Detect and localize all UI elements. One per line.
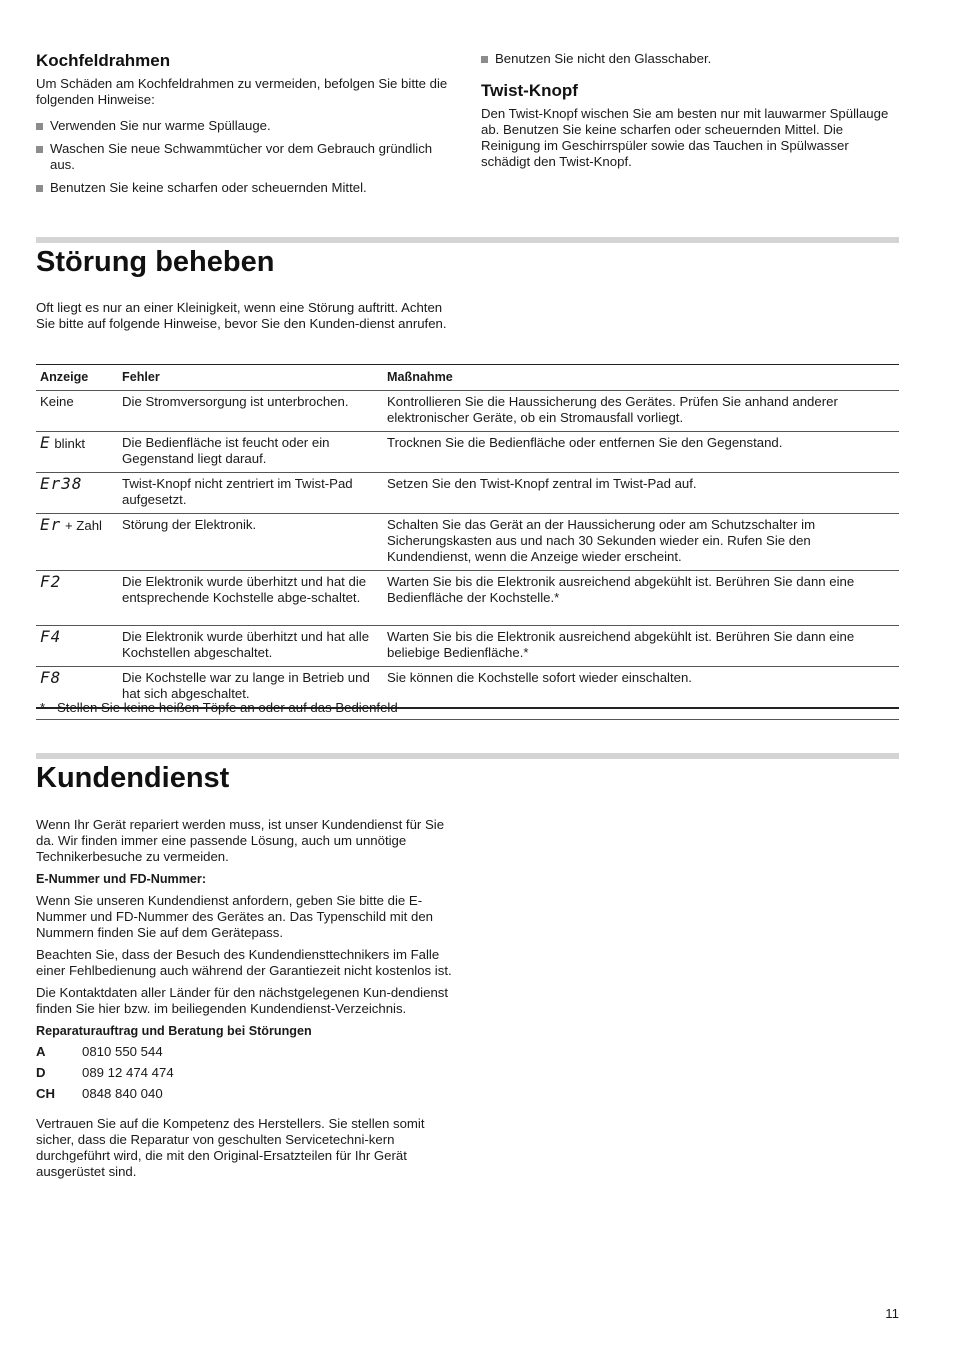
massnahme-cell: Trocknen Sie die Bedienfläche oder entfernen Sie den Gegenstand. [383,432,899,473]
column-header-massnahme: Maßnahme [383,365,899,391]
kundendienst-title: Kundendienst [36,762,230,794]
table-row [36,391,899,432]
fehler-cell: Die Elektronik wurde überhitzt und hat die entsprechende Kochstelle abge-schaltet. [118,571,383,626]
section-kundendienst [36,817,456,1180]
section-right-column [481,51,899,170]
phone-number: 089 12 474 474 [82,1065,174,1080]
table-row [36,514,899,571]
massnahme-cell: Schalten Sie das Gerät an der Haussicherung oder am Schutzschalter im Sicherungskasten aus und nach 30 Sekunden wieder ein. Rufen Sie den Kundendienst, wenn die Anzeige wieder erscheint. [383,514,899,571]
phone-row [36,1041,456,1062]
section-kochfeldrahmen [36,51,450,196]
column-header-fehler: Fehler [118,365,383,391]
kundendienst-p2: Beachten Sie, dass der Besuch des Kundendiensttechnikers im Falle einer Fehlbedienung auch während der Garantiezeit nicht kostenlos ist. [36,947,452,978]
stoerung-title: Störung beheben [36,246,275,278]
section-divider [36,237,899,243]
display-cell [36,514,118,571]
display-cell [36,432,118,473]
phone-number: 0810 550 544 [82,1044,163,1059]
table-row [36,626,899,667]
table-row [36,571,899,626]
phone-list [36,1041,456,1104]
fehler-cell: Die Elektronik wurde überhitzt und hat alle Kochstellen abgeschaltet. [118,626,383,667]
display-cell [36,473,118,514]
page-number: 11 [885,1306,899,1321]
massnahme-cell: Warten Sie bis die Elektronik ausreichend abgekühlt ist. Berühren Sie dann eine beliebige Bedienfläche.* [383,626,899,667]
phone-country: A [36,1044,46,1059]
fehler-cell: Die Bedienfläche ist feucht oder ein Gegenstand liegt darauf. [118,432,383,473]
massnahme-cell: Setzen Sie den Twist-Knopf zentral im Twist-Pad auf. [383,473,899,514]
display-text: Keine [40,394,74,409]
display-code: F4 [40,627,62,646]
list-item: Benutzen Sie keine scharfen oder scheuernden Mittel. [36,180,450,196]
display-cell [36,571,118,626]
display-cell [36,391,118,432]
massnahme-cell: Kontrollieren Sie die Haussicherung des Gerätes. Prüfen Sie anhand anderer elektronischer Geräte, ob ein Stromausfall vorliegt. [383,391,899,432]
stoerung-intro: Oft liegt es nur an einer Kleinigkeit, wenn eine Störung auftritt. Achten Sie bitte auf folgende Hinweise, bevor Sie den Kunden-dienst anrufen. [36,300,447,331]
footnote-text: Stellen Sie keine heißen Töpfe an oder auf das Bedienfeld [57,700,398,715]
fehler-cell: Twist-Knopf nicht zentriert im Twist-Pad aufgesetzt. [118,473,383,514]
display-code: Er38 [40,474,83,493]
display-cell [36,626,118,667]
fehler-cell: Die Stromversorgung ist unterbrochen. [118,391,383,432]
reparatur-title: Reparaturauftrag und Beratung bei Störungen [36,1024,312,1038]
fehler-cell: Die Kochstelle war zu lange in Betrieb und hat sich abgeschaltet. [118,667,383,709]
table-row [36,473,899,514]
twist-knopf-title: Twist-Knopf [481,81,578,100]
display-suffix: blinkt [54,436,86,451]
kundendienst-p1: Wenn Sie unseren Kundendienst anfordern, geben Sie bitte die E-Nummer und FD-Nummer des Gerätes an. Das Typenschild mit den Nummern finden Sie auf dem Gerätepass. [36,893,433,940]
display-code: Er [40,515,62,534]
fault-table [36,364,899,709]
kundendienst-p3: Die Kontaktdaten aller Länder für den nächstgelegenen Kun-dendienst finden Sie hier bzw. im beiliegenden Kundendienst-Verzeichnis. [36,985,449,1016]
twist-knopf-text: Den Twist-Knopf wischen Sie am besten nur mit lauwarmer Spüllauge ab. Benutzen Sie keine scharfen oder scheuernden Mittel. Die Reinigung im Geschirrspüler sowie das Tauchen in Spülwasser schädigt den Twist-Knopf. [481,106,889,169]
table-row [36,432,899,473]
kochfeldrahmen-intro: Um Schäden am Kochfeldrahmen zu vermeiden, befolgen Sie bitte die folgenden Hinweise: [36,76,448,107]
footnote-mark: * [40,700,46,715]
massnahme-cell: Warten Sie bis die Elektronik ausreichend abgekühlt ist. Berühren Sie dann eine Bedienfläche der Kochstelle.* [383,571,899,626]
list-item: Verwenden Sie nur warme Spüllauge. [36,118,450,134]
display-code: E [40,433,51,452]
table-footnote [36,697,899,720]
enummer-title: E-Nummer und FD-Nummer: [36,872,207,886]
column-header-anzeige: Anzeige [36,365,118,391]
massnahme-cell: Sie können die Kochstelle sofort wieder einschalten. [383,667,899,709]
list-item: Benutzen Sie nicht den Glasschaber. [481,51,899,67]
list-item: Waschen Sie neue Schwammtücher vor dem Gebrauch gründlich aus. [36,141,436,173]
table-header-row [36,365,899,391]
kundendienst-intro: Wenn Ihr Gerät repariert werden muss, ist unser Kundendienst für Sie da. Wir finden immer eine passende Lösung, auch um unnötige Technikerbesuche zu vermeiden. [36,817,445,864]
phone-country: D [36,1065,46,1080]
phone-country: CH [36,1086,56,1101]
display-suffix: + Zahl [64,518,102,533]
display-code: F8 [40,668,62,687]
phone-row [36,1083,456,1104]
kundendienst-closing: Vertrauen Sie auf die Kompetenz des Herstellers. Sie stellen somit sicher, dass die Reparatur von geschulten Servicetechni-kern durchgeführt wird, die mit den Original-Ersatzteilen für Ihr Gerät ausgerüstet sind. [36,1116,425,1179]
phone-number: 0848 840 040 [82,1086,163,1101]
kochfeldrahmen-title: Kochfeldrahmen [36,51,171,70]
phone-row [36,1062,456,1083]
section-divider [36,753,899,759]
fehler-cell: Störung der Elektronik. [118,514,383,571]
display-code: F2 [40,572,62,591]
